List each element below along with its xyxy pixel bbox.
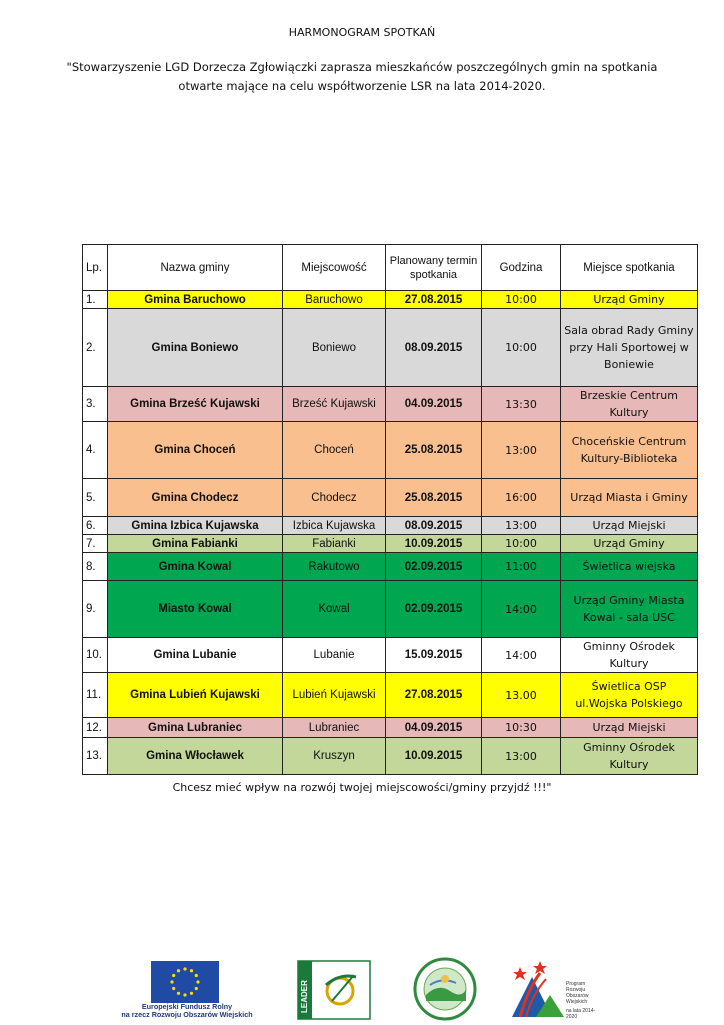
cell-godzina: 10:00 xyxy=(482,309,561,387)
cell-miejsce: Gminny Ośrodek Kultury xyxy=(561,638,698,673)
cell-lp: 3. xyxy=(83,387,108,422)
cell-godzina: 11:00 xyxy=(482,553,561,581)
table-row xyxy=(83,535,698,553)
col-header-termin: Planowany termin spotkania xyxy=(386,245,482,291)
cell-godzina: 13:30 xyxy=(482,387,561,422)
leader-logo xyxy=(296,955,374,1021)
eu-star-icon xyxy=(196,980,199,983)
eu-caption-line-1: Europejski Fundusz Rolny xyxy=(141,1002,233,1011)
table-body xyxy=(83,291,698,775)
cell-godzina: 13:00 xyxy=(482,517,561,535)
cell-termin: 04.09.2015 xyxy=(386,387,482,422)
table-row xyxy=(83,517,698,535)
col-header-gmina: Nazwa gminy xyxy=(108,245,283,291)
cell-termin: 02.09.2015 xyxy=(386,553,482,581)
table-row xyxy=(83,718,698,738)
eu-flag-icon xyxy=(118,955,256,1003)
table-row xyxy=(83,638,698,673)
cell-gmina: Gmina Lubień Kujawski xyxy=(108,673,283,718)
cell-miejsce: Gminny Ośrodek Kultury xyxy=(561,738,698,775)
eu-caption-line-2: na rzecz Rozwoju Obszarów Wiejskich xyxy=(121,1010,253,1019)
document-title: HARMONOGRAM SPOTKAŃ xyxy=(288,26,436,39)
cell-gmina: Gmina Lubanie xyxy=(108,638,283,673)
table-row xyxy=(83,673,698,718)
cell-godzina: 14:00 xyxy=(482,581,561,638)
cell-lp: 5. xyxy=(83,479,108,517)
cell-termin: 08.09.2015 xyxy=(386,517,482,535)
table-header-row xyxy=(83,245,698,291)
eu-star-icon xyxy=(195,974,198,977)
cell-lp: 6. xyxy=(83,517,108,535)
prow-logo xyxy=(506,955,606,1021)
cell-termin: 27.08.2015 xyxy=(386,291,482,309)
cell-miejsce: Urząd Gminy xyxy=(561,535,698,553)
intro-line-1: "Stowarzyszenie LGD Dorzecza Zgłowiączki zaprasza mieszkańców poszczególnych gmin na spotkania xyxy=(66,60,658,74)
table-row xyxy=(83,581,698,638)
prow-caption-4: Wiejskich xyxy=(566,999,588,1005)
table-row xyxy=(83,553,698,581)
cell-miejsce: Brzeskie Centrum Kultury xyxy=(561,387,698,422)
cell-termin: 15.09.2015 xyxy=(386,638,482,673)
eu-logo xyxy=(118,955,256,1021)
cell-miejscowosc: Kowal xyxy=(283,581,386,638)
cell-gmina: Gmina Kowal xyxy=(108,553,283,581)
eu-star-icon xyxy=(190,969,193,972)
cell-lp: 8. xyxy=(83,553,108,581)
cell-miejscowosc: Choceń xyxy=(283,422,386,479)
table-row xyxy=(83,422,698,479)
cell-lp: 2. xyxy=(83,309,108,387)
cell-miejscowosc: Lubanie xyxy=(283,638,386,673)
cell-miejscowosc: Lubień Kujawski xyxy=(283,673,386,718)
cell-miejsce: Świetlica OSP ul.Wojska Polskiego xyxy=(561,673,698,718)
cell-godzina: 13:00 xyxy=(482,422,561,479)
schedule-table xyxy=(82,244,698,775)
leader-text: LEADER xyxy=(300,980,309,1013)
eu-star-icon xyxy=(177,969,180,972)
eu-star-icon xyxy=(190,992,193,995)
logo-strip xyxy=(118,955,608,1021)
eu-caption xyxy=(118,1003,256,1019)
cell-gmina: Gmina Brześć Kujawski xyxy=(108,387,283,422)
cell-miejscowosc: Baruchowo xyxy=(283,291,386,309)
cell-godzina: 16:00 xyxy=(482,479,561,517)
col-header-miejsce: Miejsce spotkania xyxy=(561,245,698,291)
cell-miejscowosc: Lubraniec xyxy=(283,718,386,738)
prow-caption-3: Obszarów xyxy=(566,993,589,999)
cell-godzina: 10:00 xyxy=(482,535,561,553)
cell-miejscowosc: Fabianki xyxy=(283,535,386,553)
cell-gmina: Miasto Kowal xyxy=(108,581,283,638)
cell-gmina: Gmina Izbica Kujawska xyxy=(108,517,283,535)
cell-lp: 4. xyxy=(83,422,108,479)
table-row xyxy=(83,387,698,422)
cell-miejsce: Urząd Miejski xyxy=(561,517,698,535)
cell-godzina: 10:00 xyxy=(482,291,561,309)
cell-miejscowosc: Rakutowo xyxy=(283,553,386,581)
cell-miejscowosc: Chodecz xyxy=(283,479,386,517)
cell-miejscowosc: Izbica Kujawska xyxy=(283,517,386,535)
col-header-miejscowosc: Miejscowość xyxy=(283,245,386,291)
cell-termin: 10.09.2015 xyxy=(386,738,482,775)
cell-gmina: Gmina Fabianki xyxy=(108,535,283,553)
cell-miejsce: Urząd Gminy xyxy=(561,291,698,309)
cell-lp: 10. xyxy=(83,638,108,673)
cell-gmina: Gmina Lubraniec xyxy=(108,718,283,738)
eu-star-icon xyxy=(172,974,175,977)
eu-star-icon xyxy=(195,987,198,990)
intro-text xyxy=(60,58,664,96)
cell-gmina: Gmina Choceń xyxy=(108,422,283,479)
eu-star-icon xyxy=(172,987,175,990)
eu-star-icon xyxy=(183,967,186,970)
eu-star-icon xyxy=(177,992,180,995)
cell-lp: 13. xyxy=(83,738,108,775)
table-row xyxy=(83,479,698,517)
col-header-lp: Lp. xyxy=(83,245,108,291)
cell-gmina: Gmina Włocławek xyxy=(108,738,283,775)
col-header-godzina: Godzina xyxy=(482,245,561,291)
cell-godzina: 10:30 xyxy=(482,718,561,738)
cell-lp: 9. xyxy=(83,581,108,638)
cell-miejsce: Urząd Miejski xyxy=(561,718,698,738)
table-row xyxy=(83,309,698,387)
table-row xyxy=(83,291,698,309)
cell-miejscowosc: Brześć Kujawski xyxy=(283,387,386,422)
cell-godzina: 13:00 xyxy=(482,738,561,775)
cell-termin: 27.08.2015 xyxy=(386,673,482,718)
cell-miejscowosc: Boniewo xyxy=(283,309,386,387)
cell-godzina: 14:00 xyxy=(482,638,561,673)
cell-lp: 7. xyxy=(83,535,108,553)
lgd-logo xyxy=(408,955,482,1021)
prow-caption-1: Program xyxy=(566,981,586,987)
prow-caption-2: Rozwoju xyxy=(566,987,586,993)
cell-termin: 04.09.2015 xyxy=(386,718,482,738)
footer-call-to-action: Chcesz mieć wpływ na rozwój twojej miejscowości/gminy przyjdź !!!" xyxy=(172,781,552,794)
cell-miejsce: Sala obrad Rady Gminy przy Hali Sportowej w Boniewie xyxy=(561,309,698,387)
cell-miejsce: Choceńskie Centrum Kultury-Biblioteka xyxy=(561,422,698,479)
cell-termin: 10.09.2015 xyxy=(386,535,482,553)
cell-termin: 02.09.2015 xyxy=(386,581,482,638)
cell-godzina: 13.00 xyxy=(482,673,561,718)
cell-lp: 1. xyxy=(83,291,108,309)
cell-gmina: Gmina Boniewo xyxy=(108,309,283,387)
cell-lp: 12. xyxy=(83,718,108,738)
cell-termin: 25.08.2015 xyxy=(386,479,482,517)
cell-miejscowosc: Kruszyn xyxy=(283,738,386,775)
cell-gmina: Gmina Baruchowo xyxy=(108,291,283,309)
cell-miejsce: Urząd Gminy Miasta Kowal - sala USC xyxy=(561,581,698,638)
cell-gmina: Gmina Chodecz xyxy=(108,479,283,517)
cell-termin: 08.09.2015 xyxy=(386,309,482,387)
eu-star-icon xyxy=(170,980,173,983)
eu-star-icon xyxy=(183,993,186,996)
cell-miejsce: Urząd Miasta i Gminy xyxy=(561,479,698,517)
cell-miejsce: Świetlica wiejska xyxy=(561,553,698,581)
cell-termin: 25.08.2015 xyxy=(386,422,482,479)
intro-line-2: otwarte mające na celu współtworzenie LSR na lata 2014-2020. xyxy=(178,79,546,93)
prow-period: na lata 2014-2020 xyxy=(566,1008,596,1020)
prow-caption xyxy=(566,981,589,1005)
table-row xyxy=(83,738,698,775)
cell-lp: 11. xyxy=(83,673,108,718)
